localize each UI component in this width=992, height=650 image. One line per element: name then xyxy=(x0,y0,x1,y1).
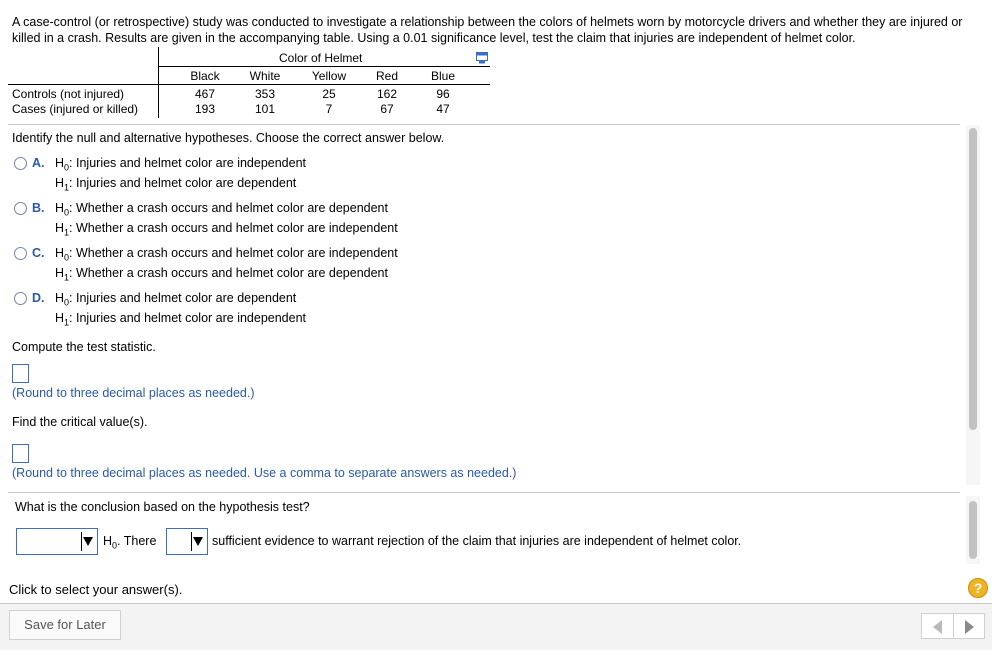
table-cell: 101 xyxy=(254,102,276,116)
scrollbar-thumb[interactable] xyxy=(969,128,977,430)
col-header: Black xyxy=(190,69,220,83)
conclusion-text-end: sufficient evidence to warrant rejection of the claim that injuries are independent of helmet color. xyxy=(212,534,742,548)
table-cell: 7 xyxy=(325,102,333,116)
option-label: B. xyxy=(32,201,45,215)
table-cell: 96 xyxy=(436,87,450,101)
popout-icon[interactable] xyxy=(476,52,488,64)
test-statistic-input[interactable] xyxy=(12,364,29,383)
rounding-note: (Round to three decimal places as needed.) xyxy=(12,386,255,400)
null-hypothesis: $H_0$: Whether a crash occurs and helmet color are independent xyxy=(55,246,398,263)
dropdown-divider xyxy=(81,532,82,551)
label-divider xyxy=(158,47,159,118)
decision-dropdown[interactable] xyxy=(16,528,98,555)
divider xyxy=(8,124,960,125)
col-header: Yellow xyxy=(311,69,347,83)
critical-value-input[interactable] xyxy=(12,444,29,463)
divider xyxy=(8,492,960,493)
radio-button[interactable] xyxy=(14,202,27,215)
problem-statement: A case-control (or retrospective) study was conducted to investigate a relationship between the colors of helmets worn by motorcycle drivers and whether they are injured or killed in a crash. Results are given in the accompanying table. Using a 0.01 significance level, test the claim that injuries are independent of helmet color. xyxy=(12,15,963,45)
chevron-down-icon[interactable] xyxy=(193,537,203,546)
question-prompt: Compute the test statistic. xyxy=(12,340,156,354)
radio-button[interactable] xyxy=(14,292,27,305)
question-nav xyxy=(921,613,985,639)
table-cell: 47 xyxy=(436,102,450,116)
header-rule xyxy=(158,66,490,67)
row-label: Controls (not injured) xyxy=(12,87,125,101)
option-label: A. xyxy=(32,156,45,170)
null-hypothesis: $H_0$: Injuries and helmet color are independent xyxy=(55,156,307,173)
dropdown-divider xyxy=(191,532,192,551)
question-prompt: Find the critical value(s). xyxy=(12,415,148,429)
option-label: D. xyxy=(32,291,45,305)
null-hypothesis: $H_0$: Injuries and helmet color are dependent xyxy=(55,291,297,308)
table-cell: 67 xyxy=(380,102,394,116)
table-cell: 467 xyxy=(194,87,216,101)
chevron-down-icon[interactable] xyxy=(83,537,93,546)
instruction-text: Click to select your answer(s). xyxy=(9,582,183,597)
option-label: C. xyxy=(32,246,45,260)
column-rule xyxy=(8,84,490,85)
save-for-later-button[interactable]: Save for Later xyxy=(9,610,121,640)
row-label: Cases (injured or killed) xyxy=(12,102,139,116)
col-header: Blue xyxy=(430,69,456,83)
conclusion-text: $H_0$. There xyxy=(103,534,157,551)
question-prompt: What is the conclusion based on the hypothesis test? xyxy=(15,500,310,514)
evidence-dropdown[interactable] xyxy=(166,528,208,555)
table-title: Color of Helmet xyxy=(279,51,363,65)
alt-hypothesis: $H_1$: Injuries and helmet color are independent xyxy=(55,311,307,328)
help-icon[interactable]: ? xyxy=(968,578,988,598)
alt-hypothesis: $H_1$: Whether a crash occurs and helmet color are independent xyxy=(55,221,398,238)
radio-button[interactable] xyxy=(14,247,27,260)
footer-bar xyxy=(0,603,992,650)
col-header: White xyxy=(249,69,281,83)
nav-divider xyxy=(953,614,954,638)
scrollbar-thumb[interactable] xyxy=(969,501,977,559)
table-cell: 353 xyxy=(254,87,276,101)
rounding-note: (Round to three decimal places as needed. Use a comma to separate answers as needed.) xyxy=(12,466,517,480)
col-header: Red xyxy=(375,69,398,83)
alt-hypothesis: $H_1$: Injuries and helmet color are dependent xyxy=(55,176,297,193)
alt-hypothesis: $H_1$: Whether a crash occurs and helmet color are dependent xyxy=(55,266,388,283)
next-arrow-icon[interactable] xyxy=(965,620,974,634)
table-cell: 193 xyxy=(194,102,216,116)
radio-button[interactable] xyxy=(14,157,27,170)
divider xyxy=(0,603,992,604)
previous-arrow-icon[interactable] xyxy=(933,620,942,634)
table-cell: 162 xyxy=(376,87,398,101)
question-prompt: Identify the null and alternative hypotheses. Choose the correct answer below. xyxy=(12,131,445,145)
null-hypothesis: $H_0$: Whether a crash occurs and helmet color are dependent xyxy=(55,201,388,218)
table-cell: 25 xyxy=(322,87,336,101)
